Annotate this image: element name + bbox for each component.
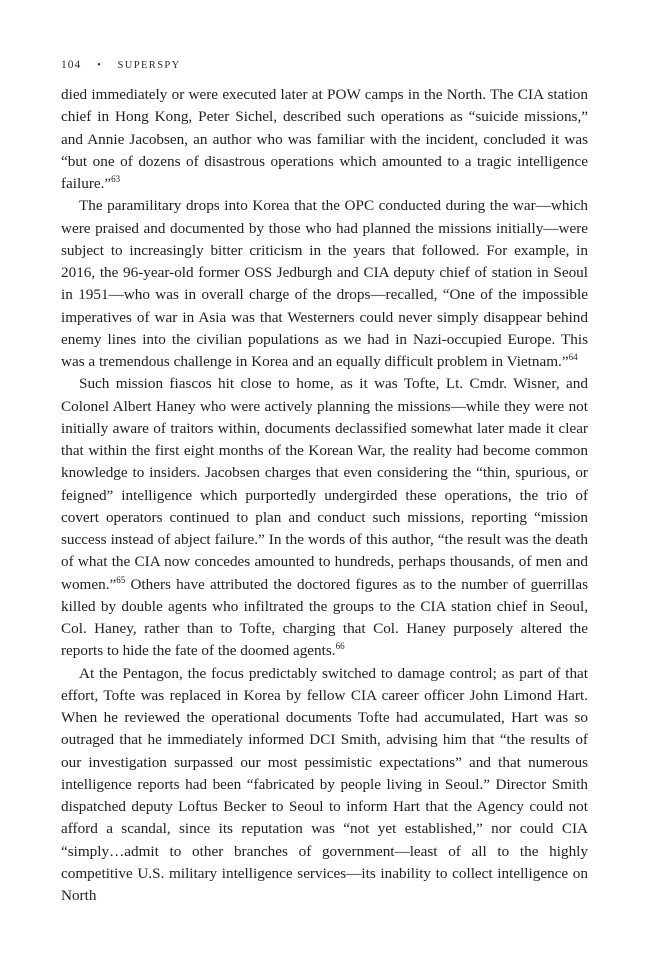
paragraph-3-text: Such mission fiascos hit close to home, as it was Tofte, Lt. Cmdr. Wisner, and Colonel Albert Haney who were actively planning the missions—while they were not initially aware of traitors within, documents declassified somewhat later made it clear that within the first eight months of the Korean War, the reality had become common knowledge to insiders. Jacobsen charges that even considering the “thin, spurious, or feigned” intelligence which purportedly undergirded these operations, the trio of covert operators continued to plan and conduct such missions, reporting “mission success instead of abject failure.” In the words of this author, “the result was the death of what the CIA now concedes amounted to hundreds, perhaps thousands, of men and women.” (61, 375, 588, 593)
book-title: SUPERSPY (117, 60, 181, 71)
running-head (61, 54, 588, 76)
page-number: 104 (61, 59, 82, 71)
footnote-ref-64[interactable]: 64 (568, 352, 578, 362)
paragraph-1 (61, 84, 588, 195)
paragraph-3-continuation: Others have attributed the doctored figures as to the number of guerrillas killed by double agents who infiltrated the groups to the CIA station chief in Seoul, Col. Haney, rather than to Tofte, charging that Col. Haney purposely altered the reports to hide the fate of the doomed agents. (61, 575, 589, 660)
footnote-ref-66[interactable]: 66 (335, 641, 345, 652)
paragraph-4 (61, 663, 588, 908)
paragraph-3 (61, 373, 588, 662)
paragraph-1-text: died immediately or were executed later at POW camps in the North. The CIA station chief in Hong Kong, Peter Sichel, described such operations as “suicide missions,” and Annie Jacobsen, an author who was familiar with the incident, concluded it was “but one of dozens of disastrous operations which amounted to a tragic intelligence failure.” (61, 86, 588, 192)
paragraph-4-text: At the Pentagon, the focus predictably switched to damage control; as part of that effort, Tofte was replaced in Korea by fellow CIA career officer John Limond Hart. When he reviewed the operational documents Tofte had accumulated, Hart was so outraged that he immediately informed DCI Smith, advising him that “the results of our investigation surpassed our most pessimistic expectations” and that numerous intelligence reports had been “fabricated by people living in Seoul.” Director Smith dispatched deputy Loftus Becker to Seoul to inform Hart that the Agency could not afford a scandal, since its reputation was “not yet established,” nor could CIA “simply…admit to other branches of government—least of all to the highly competitive U.S. military intelligence services—its inability to collect intelligence on North (61, 664, 588, 904)
bullet-separator: • (97, 60, 102, 71)
body-text (61, 84, 588, 907)
book-page (61, 54, 588, 907)
paragraph-2 (61, 195, 588, 373)
footnote-ref-63[interactable]: 63 (111, 174, 121, 184)
footnote-ref-65[interactable]: 65 (116, 574, 126, 585)
paragraph-2-text: The paramilitary drops into Korea that the OPC conducted during the war—which were praised and documented by those who had planned the missions initially—were subject to increasingly bitter criticism in the years that followed. For example, in 2016, the 96-year-old former OSS Jedburgh and CIA deputy chief of station in Seoul in 1951—who was in overall charge of the drops—recalled, “One of the impossible imperatives of war in Asia was that Westerners could never simply disappear behind enemy lines into the civilian populations as we had in Nazi-occupied Europe. This was a tremendous challenge in Korea and an equally difficult problem in Vietnam.” (61, 197, 588, 370)
